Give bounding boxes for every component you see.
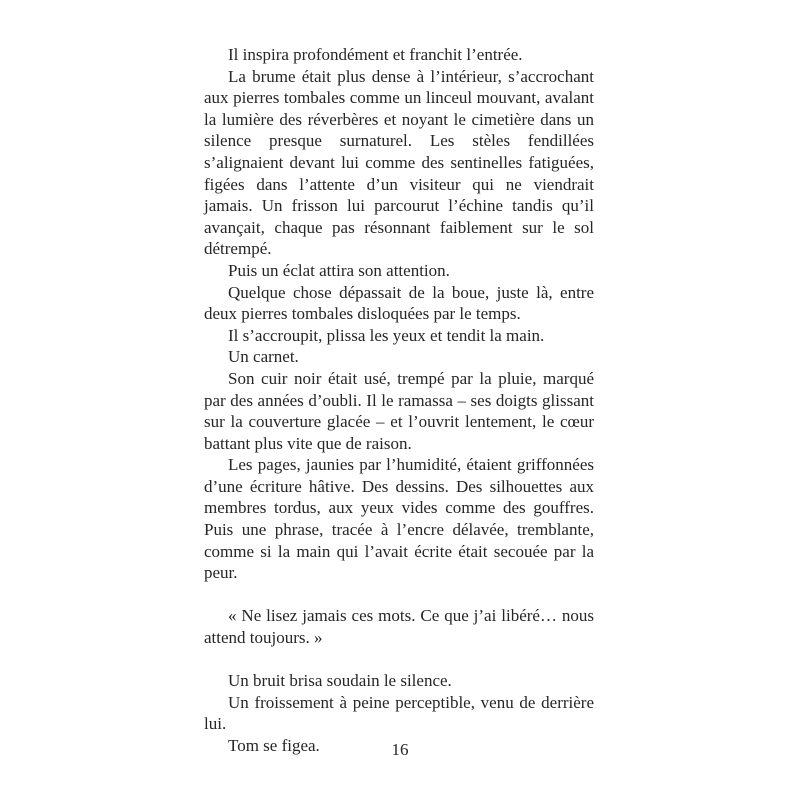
paragraph: La brume était plus dense à l’intérieur, s’accrochant aux pierres tombales comme un linceul mouvant, avalant la lumière des réverbères et noyant le cimetière dans un silence presque surnaturel. Les stèles fendillées s’alignaient devant lui comme des sentinelles fatiguées, figées dans l’attente d’un visiteur qui ne viendrait jamais. Un frisson lui parcourut l’échine tandis qu’il avançait, chaque pas résonnant faiblement sur le sol détrempé. xyxy=(204,66,594,259)
paragraph: Son cuir noir était usé, trempé par la pluie, marqué par des années d’oubli. Il le ramassa – ses doigts glissant sur la couverture glacée – et l’ouvrit lentement, le cœur battant plus vite que de raison. xyxy=(204,368,594,453)
paragraph: Les pages, jaunies par l’humidité, étaient griffonnées d’une écriture hâtive. Des dessins. Des silhouettes aux membres tordus, aux yeux vides comme des gouffres. Puis une phrase, tracée à l’encre délavée, tremblante, comme si la main qui l’avait écrite était secouée par la peur. xyxy=(204,455,594,583)
book-page-text xyxy=(204,44,594,757)
paragraph: Un froissement à peine perceptible, venu de derrière lui. xyxy=(204,692,594,734)
paragraph: Puis un éclat attira son attention. xyxy=(228,260,450,280)
paragraph: Quelque chose dépassait de la boue, juste là, entre deux pierres tombales disloquées par le temps. xyxy=(204,282,594,324)
paragraph: Tom se figea. xyxy=(228,736,320,755)
page-number: 16 xyxy=(391,740,409,759)
paragraph: Il s’accroupit, plissa les yeux et tendit la main. xyxy=(228,325,545,345)
paragraph: Il inspira profondément et franchit l’entrée. xyxy=(228,45,523,64)
paragraph: Un carnet. xyxy=(228,347,299,367)
paragraph: Un bruit brisa soudain le silence. xyxy=(228,671,452,691)
block-quote: « Ne lisez jamais ces mots. Ce que j’ai libéré… nous attend toujours. » xyxy=(204,606,594,648)
